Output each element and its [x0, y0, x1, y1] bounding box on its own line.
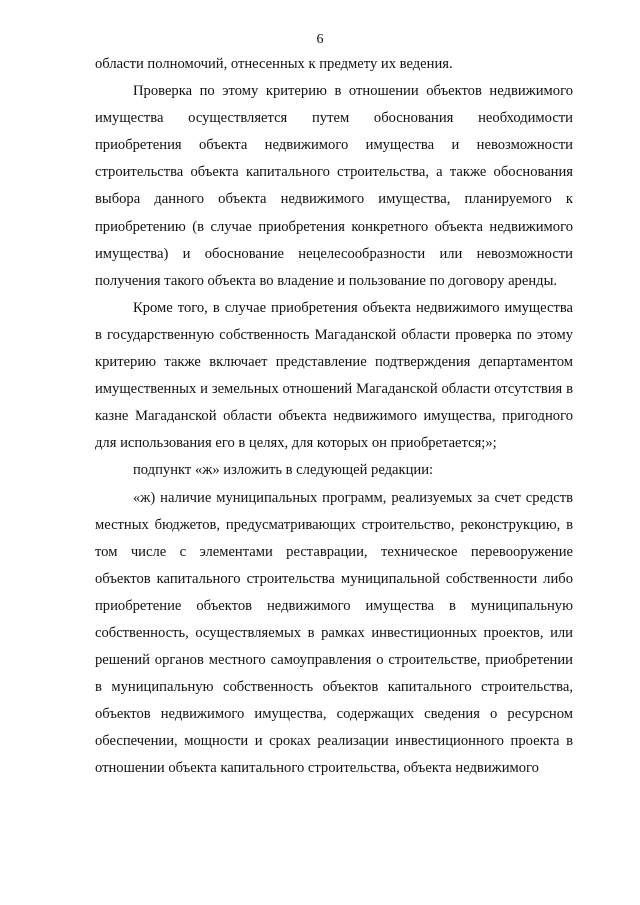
page-number: 6 — [316, 32, 324, 47]
paragraph-subpoint-zh: «ж) наличие муниципальных программ, реализуемых за счет средств местных бюджетов, предусматривающих строительство, реконструкцию, в том числе с элементами реставрации, техническое перевооружение объектов капитального строительства муниципальной собственности либо приобретение объектов недвижимого имущества в муниципальную собственность, осуществляемых в рамках инвестиционных проектов, или решений органов местного самоуправления о строительстве, приобретении в муниципальную собственность объектов капитального строительства, объектов недвижимого имущества, содержащих сведения о ресурсном обеспечении, мощности и сроках реализации инвестиционного проекта в отношении объекта капитального строительства, объекта недвижимого — [95, 489, 573, 777]
document-body — [95, 51, 573, 783]
paragraph-magadan-property: Кроме того, в случае приобретения объекта недвижимого имущества в государственную собственность Магаданской области проверка по этому критерию также включает представление подтверждения департаментом имущественных и земельных отношений Магаданской области отсутствия в казне Магаданской области объекта недвижимого имущества, пригодного для использования его в целях, для которых он приобретается;»; — [95, 299, 573, 452]
paragraph-subpoint-instruction: подпункт «ж» изложить в следующей редакции: — [133, 462, 434, 479]
paragraph-continuation: области полномочий, отнесенных к предмету их ведения. — [95, 56, 453, 72]
paragraph-verification-criterion: Проверка по этому критерию в отношении объектов недвижимого имущества осуществляется путем обоснования необходимости приобретения объекта недвижимого имущества и невозможности строительства объекта капитального строительства, а также обоснования выбора данного объекта недвижимого имущества, планируемого к приобретению (в случае приобретения конкретного объекта недвижимого имущества) и обоснование нецелесообразности или невозможности получения такого объекта во владение и пользование по договору аренды. — [95, 83, 573, 289]
